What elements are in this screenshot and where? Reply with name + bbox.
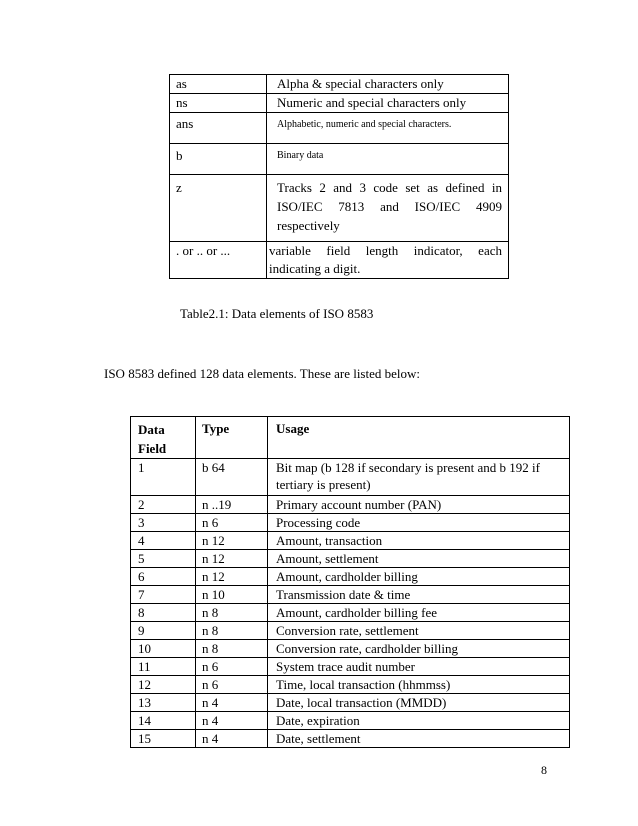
field-number: 5 — [131, 550, 196, 568]
field-usage: Amount, cardholder billing — [268, 568, 570, 586]
field-number: 7 — [131, 586, 196, 604]
field-usage: Transmission date & time — [268, 586, 570, 604]
field-usage: Date, expiration — [268, 712, 570, 730]
field-type: n 8 — [196, 640, 268, 658]
field-type: n 4 — [196, 694, 268, 712]
page-number: 8 — [541, 763, 547, 777]
column-header-data-field: Data Field — [131, 417, 196, 459]
table-row — [170, 75, 509, 94]
table-row — [131, 532, 570, 550]
field-number: 15 — [131, 730, 196, 748]
field-number: 2 — [131, 496, 196, 514]
field-number: 4 — [131, 532, 196, 550]
field-type: n 10 — [196, 586, 268, 604]
table-row — [170, 113, 509, 144]
table-row — [131, 514, 570, 532]
field-number: 3 — [131, 514, 196, 532]
table-row — [170, 175, 509, 242]
table-row — [131, 622, 570, 640]
notation-description: Numeric and special characters only — [267, 94, 509, 113]
table-row — [131, 604, 570, 622]
field-number: 10 — [131, 640, 196, 658]
notation-table — [169, 74, 509, 279]
field-usage: Amount, settlement — [268, 550, 570, 568]
field-number: 14 — [131, 712, 196, 730]
notation-code: as — [170, 75, 267, 94]
field-usage: Time, local transaction (hhmmss) — [268, 676, 570, 694]
field-type: n 6 — [196, 676, 268, 694]
field-type: n 6 — [196, 658, 268, 676]
table-row — [131, 730, 570, 748]
data-elements-table — [130, 416, 570, 748]
field-usage: Conversion rate, settlement — [268, 622, 570, 640]
notation-code: ns — [170, 94, 267, 113]
field-usage: Amount, transaction — [268, 532, 570, 550]
table-row — [170, 144, 509, 175]
table-row — [131, 694, 570, 712]
column-header-usage: Usage — [268, 417, 570, 459]
notation-description: variable field length indicator, each indicating a digit. — [267, 242, 509, 279]
field-type: n 8 — [196, 604, 268, 622]
notation-description: Alpha & special characters only — [267, 75, 509, 94]
field-usage: Date, settlement — [268, 730, 570, 748]
notation-code: ans — [170, 113, 267, 144]
field-usage: System trace audit number — [268, 658, 570, 676]
field-type: n ..19 — [196, 496, 268, 514]
notation-code: b — [170, 144, 267, 175]
table-row — [131, 676, 570, 694]
field-type: n 12 — [196, 550, 268, 568]
field-number: 6 — [131, 568, 196, 586]
notation-code: z — [170, 175, 267, 242]
field-type: n 12 — [196, 568, 268, 586]
field-number: 13 — [131, 694, 196, 712]
field-usage: Date, local transaction (MMDD) — [268, 694, 570, 712]
field-usage: Conversion rate, cardholder billing — [268, 640, 570, 658]
table-row — [131, 459, 570, 496]
field-type: n 4 — [196, 730, 268, 748]
field-type: n 4 — [196, 712, 268, 730]
field-number: 12 — [131, 676, 196, 694]
notation-description: Binary data — [267, 144, 509, 175]
table-row — [170, 242, 509, 279]
table-row — [131, 550, 570, 568]
table-row — [131, 586, 570, 604]
table-row — [131, 568, 570, 586]
column-header-type: Type — [196, 417, 268, 459]
table-caption: Table2.1: Data elements of ISO 8583 — [180, 306, 374, 321]
table-header-row — [131, 417, 570, 459]
intro-paragraph: ISO 8583 defined 128 data elements. These are listed below: — [104, 366, 421, 381]
field-number: 11 — [131, 658, 196, 676]
field-usage: Primary account number (PAN) — [268, 496, 570, 514]
field-usage: Processing code — [268, 514, 570, 532]
field-number: 9 — [131, 622, 196, 640]
notation-description: Tracks 2 and 3 code set as defined in ISO/IEC 7813 and ISO/IEC 4909 respectively — [267, 175, 509, 242]
notation-description: Alphabetic, numeric and special characters. — [267, 113, 509, 144]
field-usage: Amount, cardholder billing fee — [268, 604, 570, 622]
field-type: n 6 — [196, 514, 268, 532]
table-row — [131, 496, 570, 514]
table-row — [131, 658, 570, 676]
field-type: b 64 — [196, 459, 268, 496]
field-number: 1 — [131, 459, 196, 496]
field-type: n 12 — [196, 532, 268, 550]
field-type: n 8 — [196, 622, 268, 640]
field-usage: Bit map (b 128 if secondary is present and b 192 if tertiary is present) — [268, 459, 570, 496]
table-row — [131, 640, 570, 658]
notation-code: . or .. or ... — [170, 242, 267, 279]
table-row — [131, 712, 570, 730]
table-row — [170, 94, 509, 113]
field-number: 8 — [131, 604, 196, 622]
